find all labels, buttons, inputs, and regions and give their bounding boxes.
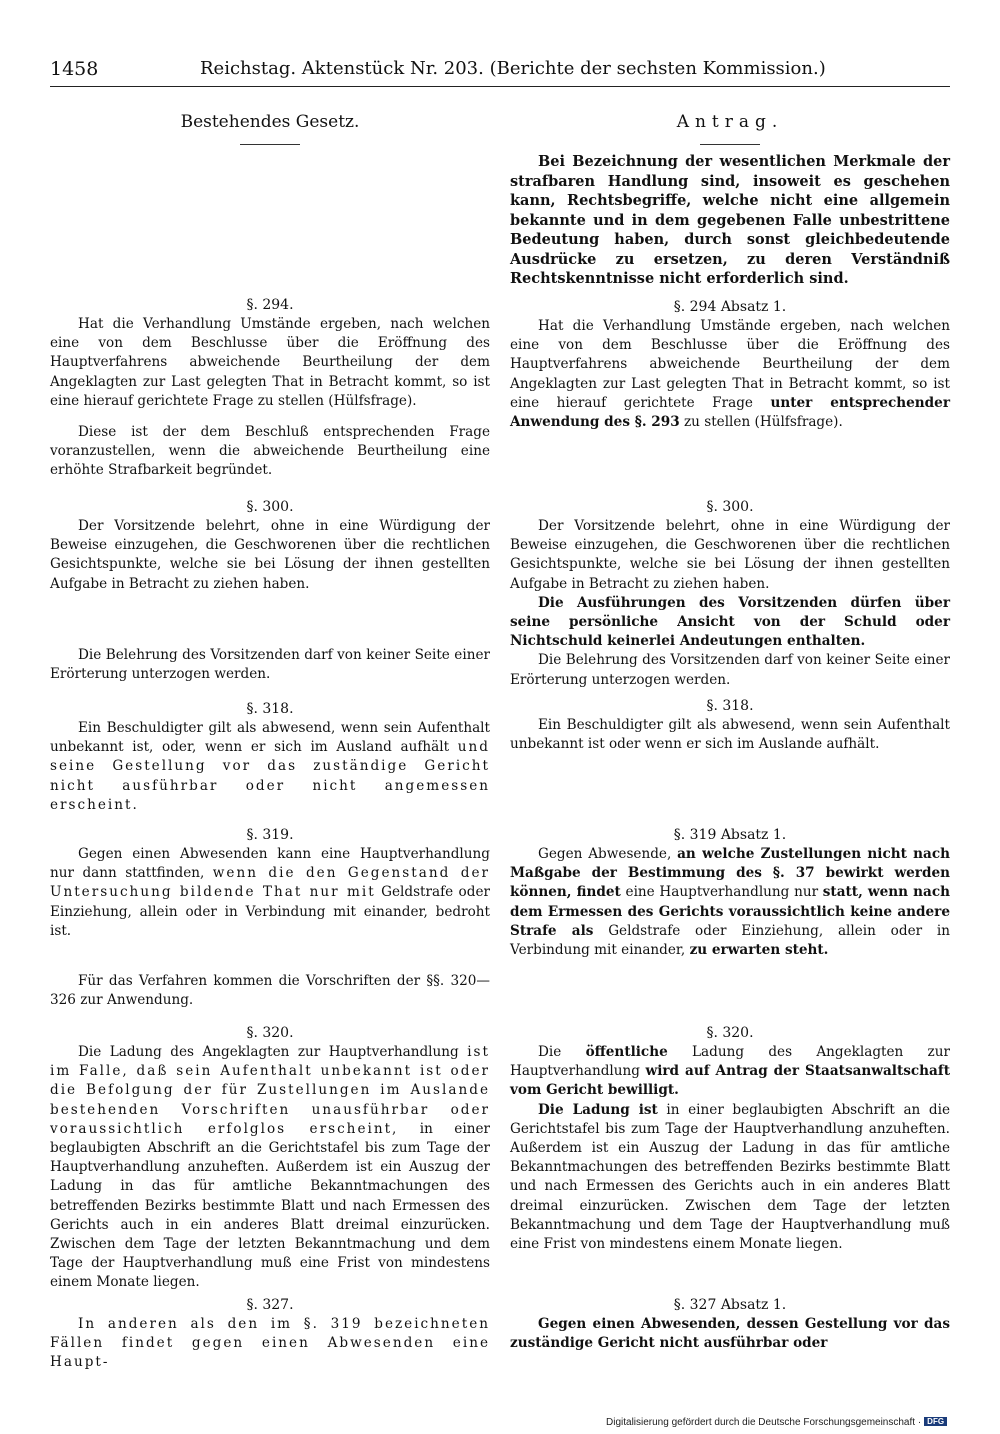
left-s319-p1b: wenn die den Gegenstand der Untersuchung bildende That nur mit: [50, 865, 490, 901]
right-s300: [510, 498, 950, 690]
right-s300-p3: Die Belehrung des Vorsitzenden darf von keiner Seite einer Erörterung unterzogen werden.: [510, 652, 950, 688]
left-s319-p1c: Geldstrafe oder Einziehung, allein oder in Verbindung mit einander, bedroht ist.: [50, 884, 490, 939]
left-s319-title: §. 319.: [246, 827, 294, 843]
right-s320-p1d: wird auf Antrag der Staatsanwaltschaft vom Gericht bewilligt.: [510, 1063, 950, 1099]
right-s319-p1c: eine Hauptverhandlung nur: [620, 884, 823, 901]
header-rule: [50, 86, 950, 87]
left-s318-title: §. 318.: [246, 701, 294, 717]
left-s318-p1b: und seine Gestellung vor das zuständige Gericht nicht ausführbar oder nicht angemessen erscheint.: [50, 739, 490, 813]
right-s300-title: §. 300.: [706, 499, 754, 515]
left-s294: [50, 296, 490, 481]
right-s319-p1f: zu erwarten steht.: [689, 942, 829, 959]
right-s320-title: §. 320.: [706, 1025, 754, 1041]
left-column-heading: Bestehendes Gesetz.: [180, 112, 360, 132]
left-s319-p1: [50, 845, 490, 941]
left-s300-p1: Der Vorsitzende belehrt, ohne in eine Würdigung der Beweise einzugehen, die Geschworenen über die rechtlichen Gesichtspunkte, welche sie bei Lösung der ihnen gestellten Aufgabe in Betracht zu ziehen haben.: [50, 518, 490, 592]
right-intro: Bei Bezeichnung der wesentlichen Merkmale der strafbaren Handlung sind, insoweit es geschehen kann, Rechtsbegriffe, welche nicht eine allgemein bekannte und in dem gegebenen Falle unbestrittene Bedeutung haben, durch sonst gleichbedeutende Ausdrücke zu ersetzen, zu deren Verständniß Rechtskenntnisse nicht erforderlich sind.: [510, 153, 950, 287]
left-s320-p1b: ist im Falle, daß sein Aufenthalt unbekannt ist oder die Befolgung der für Zustellungen im Auslande bestehenden Vorschriften unausführbar oder voraussichtlich erfolglos erscheint,: [50, 1044, 490, 1137]
right-s327-title: §. 327 Absatz 1.: [673, 1297, 787, 1313]
left-s319-p2: Für das Verfahren kommen die Vorschriften der §§. 320—326 zur Anwendung.: [50, 973, 490, 1009]
left-s294-title: §. 294.: [246, 297, 294, 313]
right-s294-p1: [510, 317, 950, 432]
right-s319-p1b: an welche Zustellungen nicht nach Maßgabe der Bestimmung des §. 37 bewirkt werden können, findet: [510, 846, 950, 901]
right-s300-p2: Die Ausführungen des Vorsitzenden dürfen über seine persönliche Ansicht von der Schuld oder Nichtschuld keinerlei Andeutungen enthalten.: [510, 594, 950, 650]
left-s320-p1c: in einer beglaubigten Abschrift an die Gerichtstafel bis zum Tage der Hauptverhandlung anzuheften. Außerdem ist ein Auszug der Ladung in das für amtliche Bekanntmachungen des betreffenden Bezirks bestimmte Blatt und nach Ermessen des Gerichts auch in ein anderes Blatt dreimal einzurücken. Zwischen dem Tage der letzten Bekanntmachung und dem Tage der Hauptverhandlung muß eine Frist von mindestens einem Monate liegen.: [50, 1120, 490, 1291]
left-s319-p2-block: [50, 972, 490, 1010]
right-s320-p1b: öffentliche: [585, 1044, 668, 1060]
right-s320-p2: [510, 1101, 950, 1255]
right-s320-p2b: in einer beglaubigten Abschrift an die Gerichtstafel bis zum Tage der Hauptverhandlung anzuheften. Außerdem ist ein Auszug der Ladung in das für amtliche Bekanntmachungen des betreffenden Bezirks bestimmte Blatt und nach Ermessen des Gerichts auch in ein anderes Blatt dreimal einzurücken. Zwischen dem Tage der letzten Bekanntmachung und dem Tage der Hauptverhandlung muß eine Frist von mindestens einem Monate liegen.: [510, 1101, 950, 1253]
right-s327: [510, 1296, 950, 1353]
header-title: Reichstag. Aktenstück Nr. 203. (Berichte der sechsten Kommission.): [200, 58, 826, 79]
right-s294: [510, 298, 950, 432]
right-s294-p1c: zu stellen (Hülfsfrage).: [679, 414, 843, 431]
right-s319-title: §. 319 Absatz 1.: [673, 827, 787, 843]
right-s319-p1: [510, 845, 950, 960]
right-s300-p1: Der Vorsitzende belehrt, ohne in eine Würdigung der Beweise einzugehen, die Geschworenen über die rechtlichen Gesichtspunkte, welche sie bei Lösung der ihnen gestellten Aufgabe in Betracht zu ziehen haben.: [510, 518, 950, 592]
right-s319: [510, 826, 950, 960]
left-s300-title: §. 300.: [246, 499, 294, 515]
left-heading-rule: [240, 144, 300, 145]
right-s327-p1: Gegen einen Abwesenden, dessen Gestellung vor das zuständige Gericht nicht ausführbar oder: [510, 1316, 950, 1352]
page-number: 1458: [50, 58, 99, 80]
left-s319: [50, 826, 490, 941]
right-heading-rule: [700, 144, 760, 145]
left-s327: [50, 1296, 490, 1373]
dfg-logo: DFG: [924, 1417, 947, 1426]
left-s327-title: §. 327.: [246, 1297, 294, 1313]
right-s319-p1a: Gegen Abwesende,: [538, 846, 678, 862]
left-s319-p1a: Gegen einen Abwesenden kann eine Hauptverhandlung nur dann stattfinden,: [50, 846, 490, 882]
right-s318-title: §. 318.: [706, 698, 754, 714]
right-s318-p1: Ein Beschuldigter gilt als abwesend, wenn sein Aufenthalt unbekannt ist oder wenn er sich im Auslande aufhält.: [510, 717, 950, 753]
right-s294-title: §. 294 Absatz 1.: [673, 299, 787, 315]
right-s319-p1d: statt, wenn nach dem Ermessen des Gerichts voraussichtlich keine andere Strafe als: [510, 884, 950, 939]
right-s320-p2a: Die Ladung ist: [538, 1101, 658, 1118]
left-s327-p1: In anderen als den im §. 319 bezeichneten Fällen findet gegen einen Abwesenden eine Haupt-: [50, 1316, 490, 1371]
left-s294-p2: Diese ist der dem Beschluß entsprechenden Frage voranzustellen, wenn die abweichende Beurtheilung eine erhöhte Strafbarkeit begründet.: [50, 424, 490, 479]
left-s300-p2: Die Belehrung des Vorsitzenden darf von keiner Seite einer Erörterung unterzogen werden.: [50, 647, 490, 683]
left-s300: [50, 498, 490, 594]
right-s320-p1a: Die: [538, 1044, 586, 1060]
right-s319-p1e: Geldstrafe oder Einziehung, allein oder in Verbindung mit einander,: [510, 922, 951, 959]
left-s318-p1a: Ein Beschuldigter gilt als abwesend, wenn sein Aufenthalt unbekannt ist, oder, wenn er sich im Ausland aufhält: [50, 720, 490, 756]
left-s318: [50, 700, 490, 815]
digitization-footer: [606, 1417, 947, 1428]
running-header: [50, 58, 950, 84]
right-s320-p1c: Ladung des Angeklagten zur Hauptverhandlung: [510, 1044, 950, 1080]
right-s318: [510, 697, 950, 754]
left-s320-p1: [50, 1043, 490, 1293]
right-s320-p1: [510, 1043, 950, 1101]
footer-text: Digitalisierung gefördert durch die Deutsche Forschungsgemeinschaft ·: [606, 1417, 922, 1428]
right-s320: [510, 1024, 950, 1254]
left-s318-p1: [50, 719, 490, 815]
right-s294-p1a: Hat die Verhandlung Umstände ergeben, nach welchen eine von dem Beschlusse über die Eröffnung des Hauptverfahrens abweichende Beurtheilung der dem Angeklagten zur Last gelegten That in Betracht kommt, so ist eine hierauf gerichtete Frage: [510, 318, 950, 411]
left-s300-p2-block: [50, 646, 490, 684]
right-s294-p1b: unter entsprechender Anwendung des §. 293: [510, 394, 950, 431]
left-s320: [50, 1024, 490, 1293]
left-s294-p1: Hat die Verhandlung Umstände ergeben, nach welchen eine von dem Beschlusse über die Eröffnung des Hauptverfahrens abweichende Beurtheilung der dem Angeklagten zur Last gelegten That in Betracht kommt, so ist eine hierauf gerichtete Frage zu stellen (Hülfsfrage).: [50, 316, 490, 409]
left-s320-title: §. 320.: [246, 1025, 294, 1041]
left-s320-p1a: Die Ladung des Angeklagten zur Hauptverhandlung: [78, 1044, 468, 1060]
right-column-heading: Antrag.: [676, 112, 784, 132]
